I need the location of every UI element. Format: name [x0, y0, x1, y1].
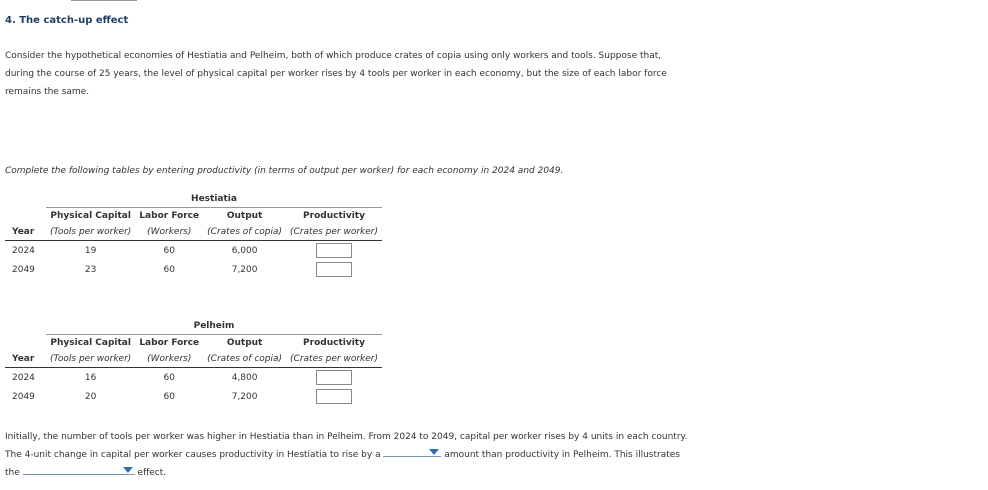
table-title: Pelheim: [46, 317, 382, 335]
col-output: Output: [226, 338, 263, 348]
table-row: [5, 260, 382, 279]
col-productivity: Productivity: [303, 338, 365, 348]
labor-cell: 60: [163, 264, 175, 275]
col-labor: Labor Force: [139, 338, 200, 348]
capital-cell: 23: [84, 264, 97, 275]
col-capital: Physical Capital: [50, 338, 131, 348]
amount-dropdown[interactable]: [383, 446, 441, 457]
output-cell: 7,200: [231, 264, 258, 275]
table-row: [5, 387, 382, 406]
col-labor: Labor Force: [139, 211, 200, 221]
top-divider: [71, 0, 137, 1]
output-cell: 7,200: [231, 391, 258, 402]
col-capital-unit: (Tools per worker): [46, 351, 135, 368]
question-text-3: effect.: [137, 468, 167, 478]
dropdown-arrow-icon: [123, 467, 133, 473]
col-output: Output: [226, 211, 263, 221]
effect-dropdown[interactable]: [23, 464, 135, 475]
capital-cell: 20: [84, 391, 97, 402]
col-productivity: Productivity: [303, 211, 365, 221]
productivity-input[interactable]: [316, 262, 352, 277]
labor-cell: 60: [163, 245, 175, 256]
col-capital: Physical Capital: [50, 211, 131, 221]
col-capital-unit: (Tools per worker): [46, 224, 135, 241]
year-cell: 2024: [12, 245, 35, 256]
pelheim-table: [5, 317, 382, 406]
labor-cell: 60: [163, 372, 175, 383]
col-year: Year: [5, 351, 46, 368]
question-text-1: Initially, the number of tools per worker was higher in Hestiatia than in Pelheim. From 2024 to 2049, capital per worker rises by 4 units in each country. The 4-unit change in capital per worker causes productivity in Hestiatia to rise by a: [5, 432, 688, 460]
capital-cell: 19: [84, 245, 97, 256]
year-cell: 2024: [12, 372, 35, 383]
table-row: [5, 368, 382, 388]
col-labor-unit: (Workers): [135, 224, 203, 241]
col-year: Year: [5, 224, 46, 241]
capital-cell: 16: [84, 372, 97, 383]
hestiatia-table: [5, 190, 382, 279]
table-row: [5, 241, 382, 261]
col-output-unit: (Crates of copia): [203, 351, 286, 368]
question-text-2: amount than productivity in Pelheim. This illustrates the: [5, 450, 680, 478]
output-cell: 6,000: [231, 245, 258, 256]
intro-text: Consider the hypothetical economies of Hestiatia and Pelheim, both of which produce crates of copia using only workers and tools. Suppose that, during the course of 25 years, the level of physical capital per worker rises by 4 tools per worker in each economy, but the size of each labor force remains the same.: [5, 51, 667, 97]
year-cell: 2049: [12, 264, 35, 275]
col-labor-unit: (Workers): [135, 351, 203, 368]
instruction-text: Complete the following tables by entering productivity (in terms of output per worker) for each economy in 2024 and 2049.: [5, 166, 564, 176]
labor-cell: 60: [163, 391, 175, 402]
section-title: 4. The catch-up effect: [5, 15, 129, 26]
col-productivity-unit: (Crates per worker): [286, 224, 382, 241]
productivity-input[interactable]: [316, 243, 352, 258]
col-productivity-unit: (Crates per worker): [286, 351, 382, 368]
col-output-unit: (Crates of copia): [203, 224, 286, 241]
year-cell: 2049: [12, 391, 35, 402]
output-cell: 4,800: [231, 372, 258, 383]
dropdown-arrow-icon: [429, 449, 439, 455]
table-title: Hestiatia: [46, 190, 382, 208]
productivity-input[interactable]: [316, 370, 352, 385]
question-paragraph: [5, 428, 695, 482]
productivity-input[interactable]: [316, 389, 352, 404]
